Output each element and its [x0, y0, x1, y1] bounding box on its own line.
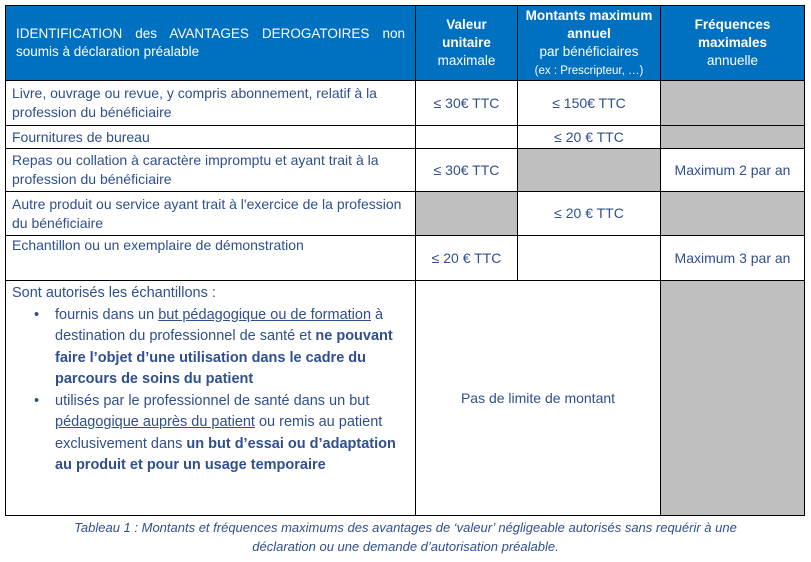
header-identification: IDENTIFICATION des AVANTAGES DEROGATOIRES non soumis à déclaration préalable: [6, 6, 416, 81]
underlined-text: pédagogique auprès du patient: [55, 414, 255, 430]
row-valeur: [416, 126, 518, 149]
bold-text: ne pouvant faire l’objet d’une utilisation dans le cadre du parcours de soins du patient: [55, 328, 393, 387]
row-valeur: ≤ 20 € TTC: [416, 236, 518, 281]
table-caption: [0, 518, 811, 556]
text: à destination du professionnel de santé et: [55, 306, 384, 344]
row-frequence-na: [661, 126, 805, 149]
header-valeur: [416, 6, 518, 81]
samples-list: [12, 305, 409, 477]
row-montant-na: [518, 149, 661, 192]
header-valeur-bold: Valeur unitaire: [442, 17, 491, 50]
text: ou remis au patient exclusivement dans: [55, 414, 383, 452]
row-label: Livre, ouvrage ou revue, y compris abonnement, relatif à la profession du bénéficiaire: [6, 81, 416, 126]
row-montant: ≤ 20 € TTC: [518, 126, 661, 149]
underlined-text: but pédagogique ou de formation: [158, 306, 372, 323]
row-frequence-na: [661, 192, 805, 236]
table-row: [6, 126, 805, 149]
samples-value: Pas de limite de montant: [416, 281, 661, 516]
row-valeur: ≤ 30€ TTC: [416, 81, 518, 126]
avantages-table: [5, 5, 805, 516]
row-label: Fournitures de bureau: [6, 126, 416, 149]
row-montant: ≤ 150€ TTC: [518, 81, 661, 126]
header-valeur-rest: maximale: [437, 53, 496, 68]
row-valeur: ≤ 30€ TTC: [416, 149, 518, 192]
samples-description: [6, 281, 416, 516]
header-montants-note: (ex : Prescripteur, …): [534, 64, 644, 77]
samples-intro: Sont autorisés les échantillons :: [12, 285, 216, 301]
row-montant: [518, 236, 661, 281]
caption-line-1: Tableau 1 : Montants et fréquences maximums des avantages de ‘valeur’ négligeable autorisés sans requérir à une: [74, 520, 737, 535]
samples-frequence-na: [661, 281, 805, 516]
row-montant: ≤ 20 € TTC: [518, 192, 661, 236]
table-row: [6, 192, 805, 236]
header-montants-bold: Montants maximum annuel: [525, 7, 653, 41]
row-frequence: Maximum 3 par an: [661, 236, 805, 281]
header-frequences-bold: Fréquences maximales: [694, 17, 771, 50]
row-label: Echantillon ou un exemplaire de démonstration: [6, 236, 416, 281]
row-frequence-na: [661, 81, 805, 126]
header-frequences-rest: annuelle: [706, 53, 759, 68]
table-row: [6, 236, 805, 281]
samples-bullet-2: [12, 391, 409, 477]
row-label: Autre produit ou service ayant trait à l'exercice de la profession du bénéficiaire: [6, 192, 416, 236]
table-row: [6, 149, 805, 192]
bold-text: un but d’essai ou d’adaptation au produit et pour un usage temporaire: [55, 435, 396, 473]
table-header-row: [6, 6, 805, 81]
header-montants: [518, 6, 661, 81]
text: utilisés par le professionnel de santé dans un but: [55, 392, 370, 409]
header-montants-rest: par bénéficiaires: [539, 43, 639, 59]
row-frequence: Maximum 2 par an: [661, 149, 805, 192]
caption-line-2: déclaration ou une demande d’autorisation préalable.: [252, 539, 559, 554]
text: fournis dans un: [55, 306, 159, 323]
table-row: [6, 81, 805, 126]
samples-bullet-1: [12, 305, 409, 391]
samples-row: [6, 281, 805, 516]
row-valeur-na: [416, 192, 518, 236]
row-label: Repas ou collation à caractère impromptu et ayant trait à la profession du bénéficiaire: [6, 149, 416, 192]
header-frequences: [661, 6, 805, 81]
